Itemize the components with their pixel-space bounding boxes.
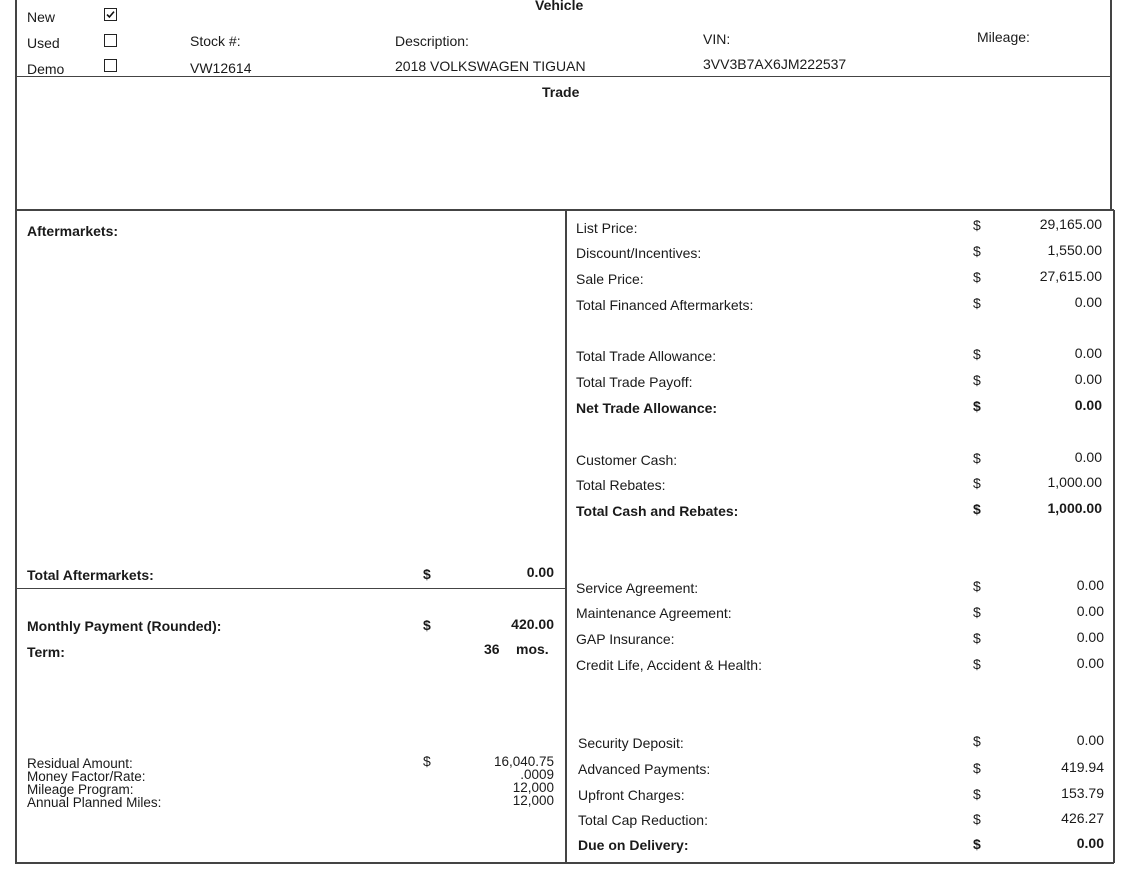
sale-price-label: Sale Price:: [576, 271, 644, 287]
discount-currency: $: [973, 243, 981, 259]
security-deposit-label: Security Deposit:: [578, 735, 684, 751]
advanced-payments-value: 419.94: [1061, 759, 1104, 775]
upfront-charges-label: Upfront Charges:: [578, 787, 685, 803]
stock-label: Stock #:: [190, 33, 241, 49]
trade-payoff-value: 0.00: [1074, 371, 1102, 387]
customer-cash-currency: $: [973, 450, 981, 466]
service-agreement-label: Service Agreement:: [576, 580, 699, 596]
residual-value: 16,040.75: [493, 754, 554, 769]
condition-used-label: Used: [27, 35, 60, 51]
trade-allowance-label: Total Trade Allowance:: [576, 348, 717, 364]
trade-payoff-currency: $: [973, 372, 981, 388]
mileage-program-value: 12,000: [512, 780, 554, 795]
advanced-payments-currency: $: [973, 760, 981, 776]
condition-demo-label: Demo: [27, 61, 65, 77]
vin-value: 3VV3B7AX6JM222537: [703, 56, 847, 72]
term-value: 36: [484, 641, 500, 657]
customer-cash-label: Customer Cash:: [576, 452, 678, 468]
total-rebates-label: Total Rebates:: [576, 477, 666, 493]
due-on-delivery-label: Due on Delivery:: [578, 837, 689, 853]
gap-insurance-label: GAP Insurance:: [576, 631, 675, 647]
total-rebates-value: 1,000.00: [1047, 474, 1102, 490]
border-right-lower: [1113, 210, 1115, 863]
total-cash-rebates-currency: $: [973, 501, 981, 517]
trade-section-title: Trade: [542, 84, 580, 100]
description-value: 2018 VOLKSWAGEN TIGUAN: [395, 58, 586, 74]
gap-insurance-value: 0.00: [1076, 629, 1104, 645]
maintenance-agreement-value: 0.00: [1076, 603, 1104, 619]
net-trade-allowance-label: Net Trade Allowance:: [576, 400, 718, 416]
credit-life-value: 0.00: [1076, 655, 1104, 671]
security-deposit-value: 0.00: [1076, 732, 1104, 748]
financed-aftermarkets-currency: $: [973, 295, 981, 311]
upfront-charges-value: 153.79: [1061, 785, 1104, 801]
annual-miles-value: 12,000: [512, 793, 554, 808]
vin-label: VIN:: [703, 31, 731, 47]
money-factor-label: Money Factor/Rate:: [27, 769, 146, 784]
vehicle-section-title: Vehicle: [535, 0, 584, 13]
condition-new-checkbox[interactable]: [104, 8, 117, 21]
list-price-value: 29,165.00: [1039, 216, 1102, 232]
border-bottom: [15, 862, 1114, 864]
sale-price-currency: $: [973, 269, 981, 285]
total-cash-rebates-label: Total Cash and Rebates:: [576, 503, 739, 519]
total-aftermarkets-value: 0.00: [526, 564, 554, 580]
residual-label: Residual Amount:: [27, 756, 133, 771]
aftermarkets-bottom-divider: [15, 588, 566, 589]
checkmark-icon: [105, 9, 116, 20]
trade-allowance-currency: $: [973, 346, 981, 362]
term-label: Term:: [27, 644, 65, 660]
total-aftermarkets-label: Total Aftermarkets:: [27, 567, 154, 583]
condition-new-label: New: [27, 9, 56, 25]
border-left: [15, 0, 17, 863]
monthly-payment-label: Monthly Payment (Rounded):: [27, 618, 222, 634]
sale-price-value: 27,615.00: [1039, 268, 1102, 284]
due-on-delivery-currency: $: [973, 836, 981, 852]
condition-demo-checkbox[interactable]: [104, 59, 117, 72]
mileage-program-label: Mileage Program:: [27, 782, 134, 797]
condition-used-checkbox[interactable]: [104, 34, 117, 47]
trade-payoff-label: Total Trade Payoff:: [576, 374, 693, 390]
net-trade-allowance-currency: $: [973, 398, 981, 414]
maintenance-agreement-label: Maintenance Agreement:: [576, 605, 732, 621]
center-divider: [565, 209, 567, 863]
service-agreement-currency: $: [973, 578, 981, 594]
monthly-payment-value: 420.00: [511, 616, 554, 632]
discount-value: 1,550.00: [1047, 242, 1102, 258]
customer-cash-value: 0.00: [1074, 449, 1102, 465]
money-factor-value: .0009: [520, 767, 554, 782]
vehicle-trade-divider: [15, 76, 1112, 77]
total-aftermarkets-currency: $: [423, 566, 431, 582]
advanced-payments-label: Advanced Payments:: [578, 761, 711, 777]
cap-reduction-label: Total Cap Reduction:: [578, 812, 708, 828]
total-cash-rebates-value: 1,000.00: [1047, 500, 1102, 516]
credit-life-label: Credit Life, Accident & Health:: [576, 657, 762, 673]
upfront-charges-currency: $: [973, 786, 981, 802]
security-deposit-currency: $: [973, 733, 981, 749]
financed-aftermarkets-value: 0.00: [1074, 294, 1102, 310]
residual-currency: $: [423, 753, 431, 769]
due-on-delivery-value: 0.00: [1076, 835, 1104, 851]
credit-life-currency: $: [973, 656, 981, 672]
gap-insurance-currency: $: [973, 630, 981, 646]
total-rebates-currency: $: [973, 475, 981, 491]
financed-aftermarkets-label: Total Financed Aftermarkets:: [576, 297, 754, 313]
mileage-label: Mileage:: [977, 29, 1030, 45]
discount-label: Discount/Incentives:: [576, 245, 702, 261]
monthly-payment-currency: $: [423, 617, 431, 633]
list-price-label: List Price:: [576, 220, 638, 236]
trade-allowance-value: 0.00: [1074, 345, 1102, 361]
maintenance-agreement-currency: $: [973, 604, 981, 620]
list-price-currency: $: [973, 217, 981, 233]
aftermarkets-title: Aftermarkets:: [27, 223, 119, 239]
service-agreement-value: 0.00: [1076, 577, 1104, 593]
term-unit: mos.: [516, 641, 549, 657]
cap-reduction-value: 426.27: [1061, 810, 1104, 826]
description-label: Description:: [395, 33, 469, 49]
cap-reduction-currency: $: [973, 811, 981, 827]
stock-value: VW12614: [190, 60, 252, 76]
border-right: [1110, 0, 1112, 210]
annual-miles-label: Annual Planned Miles:: [27, 795, 162, 810]
net-trade-allowance-value: 0.00: [1074, 397, 1102, 413]
